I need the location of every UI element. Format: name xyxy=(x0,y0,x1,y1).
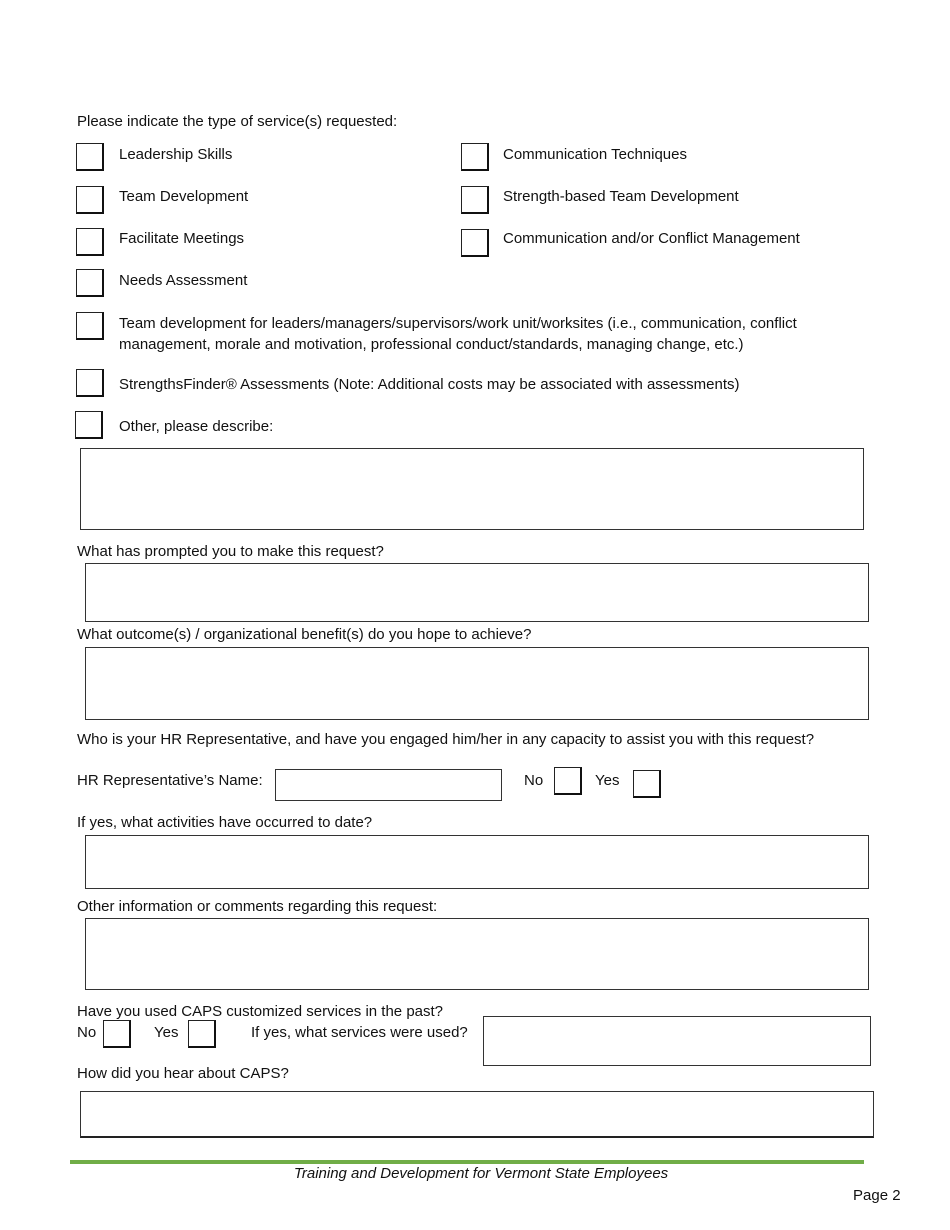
caps-past-no-checkbox[interactable] xyxy=(103,1020,131,1048)
hr-engaged-no-checkbox[interactable] xyxy=(554,767,582,795)
prompted-question-input[interactable] xyxy=(85,563,869,622)
checkbox-team-development[interactable] xyxy=(76,186,104,214)
page-number: Page 2 xyxy=(853,1187,901,1204)
checkbox-team-development-leaders[interactable] xyxy=(76,312,104,340)
footer-divider xyxy=(70,1160,864,1164)
hear-about-input[interactable] xyxy=(80,1091,874,1138)
hear-about-label: How did you hear about CAPS? xyxy=(77,1065,289,1082)
hr-engaged-yes-label: Yes xyxy=(595,772,620,789)
hr-engaged-no-label: No xyxy=(524,772,544,789)
other-description-input[interactable] xyxy=(80,448,864,530)
hr-rep-name-label: HR Representative’s Name: xyxy=(77,772,263,789)
outcome-question-label: What outcome(s) / organizational benefit(s) do you hope to achieve? xyxy=(77,626,532,643)
option-other: Other, please describe: xyxy=(119,418,274,435)
caps-past-yes-label: Yes xyxy=(154,1024,179,1041)
checkbox-communication-conflict-management[interactable] xyxy=(461,229,489,257)
other-info-label: Other information or comments regarding this request: xyxy=(77,898,438,915)
option-communication-techniques: Communication Techniques xyxy=(503,146,687,163)
footer-tagline: Training and Development for Vermont State Employees xyxy=(293,1165,669,1182)
hr-engaged-yes-checkbox[interactable] xyxy=(633,770,661,798)
option-needs-assessment: Needs Assessment xyxy=(119,272,248,289)
outcome-question-input[interactable] xyxy=(85,647,869,720)
services-prompt: Please indicate the type of service(s) requested: xyxy=(77,113,398,130)
checkbox-strength-based-team-development[interactable] xyxy=(461,186,489,214)
hr-rep-question: Who is your HR Representative, and have you engaged him/her in any capacity to assist you with this request? xyxy=(77,731,815,748)
option-team-development: Team Development xyxy=(119,188,249,205)
checkbox-leadership-skills[interactable] xyxy=(76,143,104,171)
option-leadership-skills: Leadership Skills xyxy=(119,146,233,163)
option-team-development-leaders: Team development for leaders/managers/supervisors/work unit/worksites (i.e., communication, conflict management, morale and motivation, professional conduct/standards, managing change, etc.) xyxy=(119,315,797,353)
option-strengthsfinder: StrengthsFinder® Assessments (Note: Additional costs may be associated with assessments) xyxy=(119,376,740,393)
other-info-input[interactable] xyxy=(85,918,869,990)
hr-rep-name-input[interactable] xyxy=(275,769,502,801)
option-communication-conflict-management: Communication and/or Conflict Management xyxy=(503,230,800,247)
caps-services-used-label: If yes, what services were used? xyxy=(251,1024,468,1041)
checkbox-communication-techniques[interactable] xyxy=(461,143,489,171)
checkbox-strengthsfinder[interactable] xyxy=(76,369,104,397)
checkbox-needs-assessment[interactable] xyxy=(76,269,104,297)
activities-question-label: If yes, what activities have occurred to date? xyxy=(77,814,373,831)
activities-question-input[interactable] xyxy=(85,835,869,889)
caps-past-no-label: No xyxy=(77,1024,97,1041)
caps-services-used-input[interactable] xyxy=(483,1016,871,1066)
caps-past-yes-checkbox[interactable] xyxy=(188,1020,216,1048)
option-strength-based-team-development: Strength-based Team Development xyxy=(503,188,739,205)
prompted-question-label: What has prompted you to make this request? xyxy=(77,543,384,560)
caps-past-question: Have you used CAPS customized services in the past? xyxy=(77,1003,444,1020)
option-facilitate-meetings: Facilitate Meetings xyxy=(119,230,245,247)
checkbox-facilitate-meetings[interactable] xyxy=(76,228,104,256)
checkbox-other[interactable] xyxy=(75,411,103,439)
